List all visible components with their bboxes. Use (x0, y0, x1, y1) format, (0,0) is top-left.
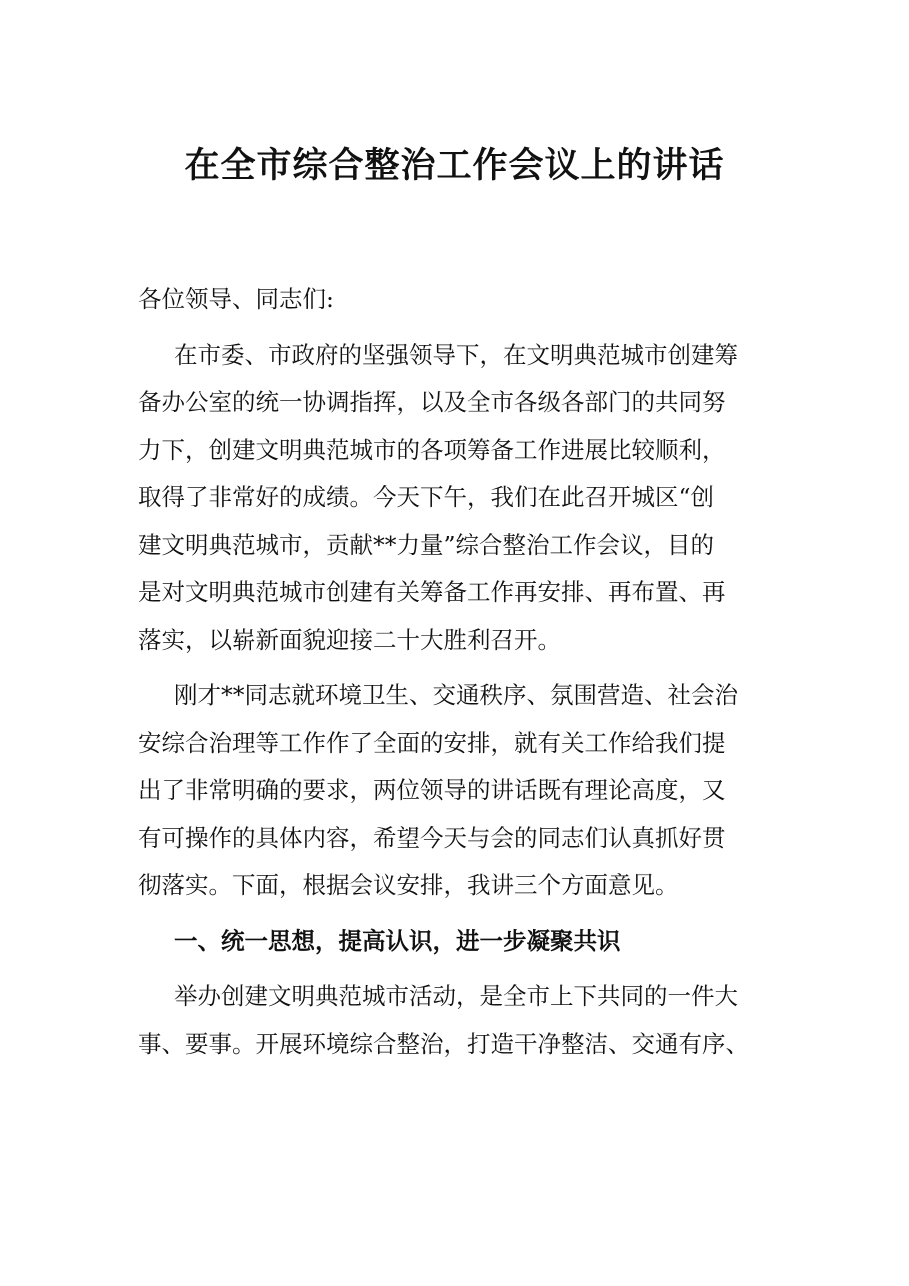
paragraph-line: 安综合治理等工作作了全面的安排，就有关工作给我们提 (138, 728, 726, 757)
paragraph-line: 落实，以崭新面貌迎接二十大胜利召开。 (138, 625, 561, 654)
paragraph-line: 举办创建文明典范城市活动，是全市上下共同的一件大 (174, 982, 738, 1010)
paragraph-1 (138, 332, 770, 665)
paragraph-line: 取得了非常好的成绩。今天下午，我们在此召开城区“创 (138, 483, 715, 511)
paragraph-line: 在市委、市政府的坚强领导下，在文明典范城市创建筹 (174, 340, 738, 369)
paragraph-line: 事、要事。开展环境综合整治，打造干净整洁、交通有序、 (138, 1029, 749, 1058)
paragraph-line: 是对文明典范城市创建有关筹备工作再安排、再布置、再 (138, 578, 726, 606)
section-heading: 一、统一思想，提高认识，进一步凝聚共识 (174, 926, 621, 955)
paragraph-2 (138, 672, 770, 910)
paragraph-line: 力下，创建文明典范城市的各项筹备工作进展比较顺利， (138, 435, 726, 464)
paragraph-line: 彻落实。下面，根据会议安排，我讲三个方面意见。 (138, 871, 679, 899)
paragraph-line: 刚才**同志就环境卫生、交通秩序、氛围营造、社会治 (174, 681, 738, 709)
paragraph-line: 有可操作的具体内容，希望今天与会的同志们认真抓好贯 (138, 823, 726, 852)
paragraph-line: 出了非常明确的要求，两位领导的讲话既有理论高度，又 (138, 776, 726, 804)
paragraph-line: 备办公室的统一协调指挥，以及全市各级各部门的共同努 (138, 388, 726, 416)
paragraph-3 (138, 973, 770, 1068)
salutation: 各位领导、同志们: (138, 285, 334, 313)
document-title: 在全市综合整治工作会议上的讲话 (184, 145, 725, 186)
paragraph-line: 建文明典范城市，贡献**力量”综合整治工作会议，目的 (138, 530, 715, 559)
document-body (138, 276, 770, 1068)
